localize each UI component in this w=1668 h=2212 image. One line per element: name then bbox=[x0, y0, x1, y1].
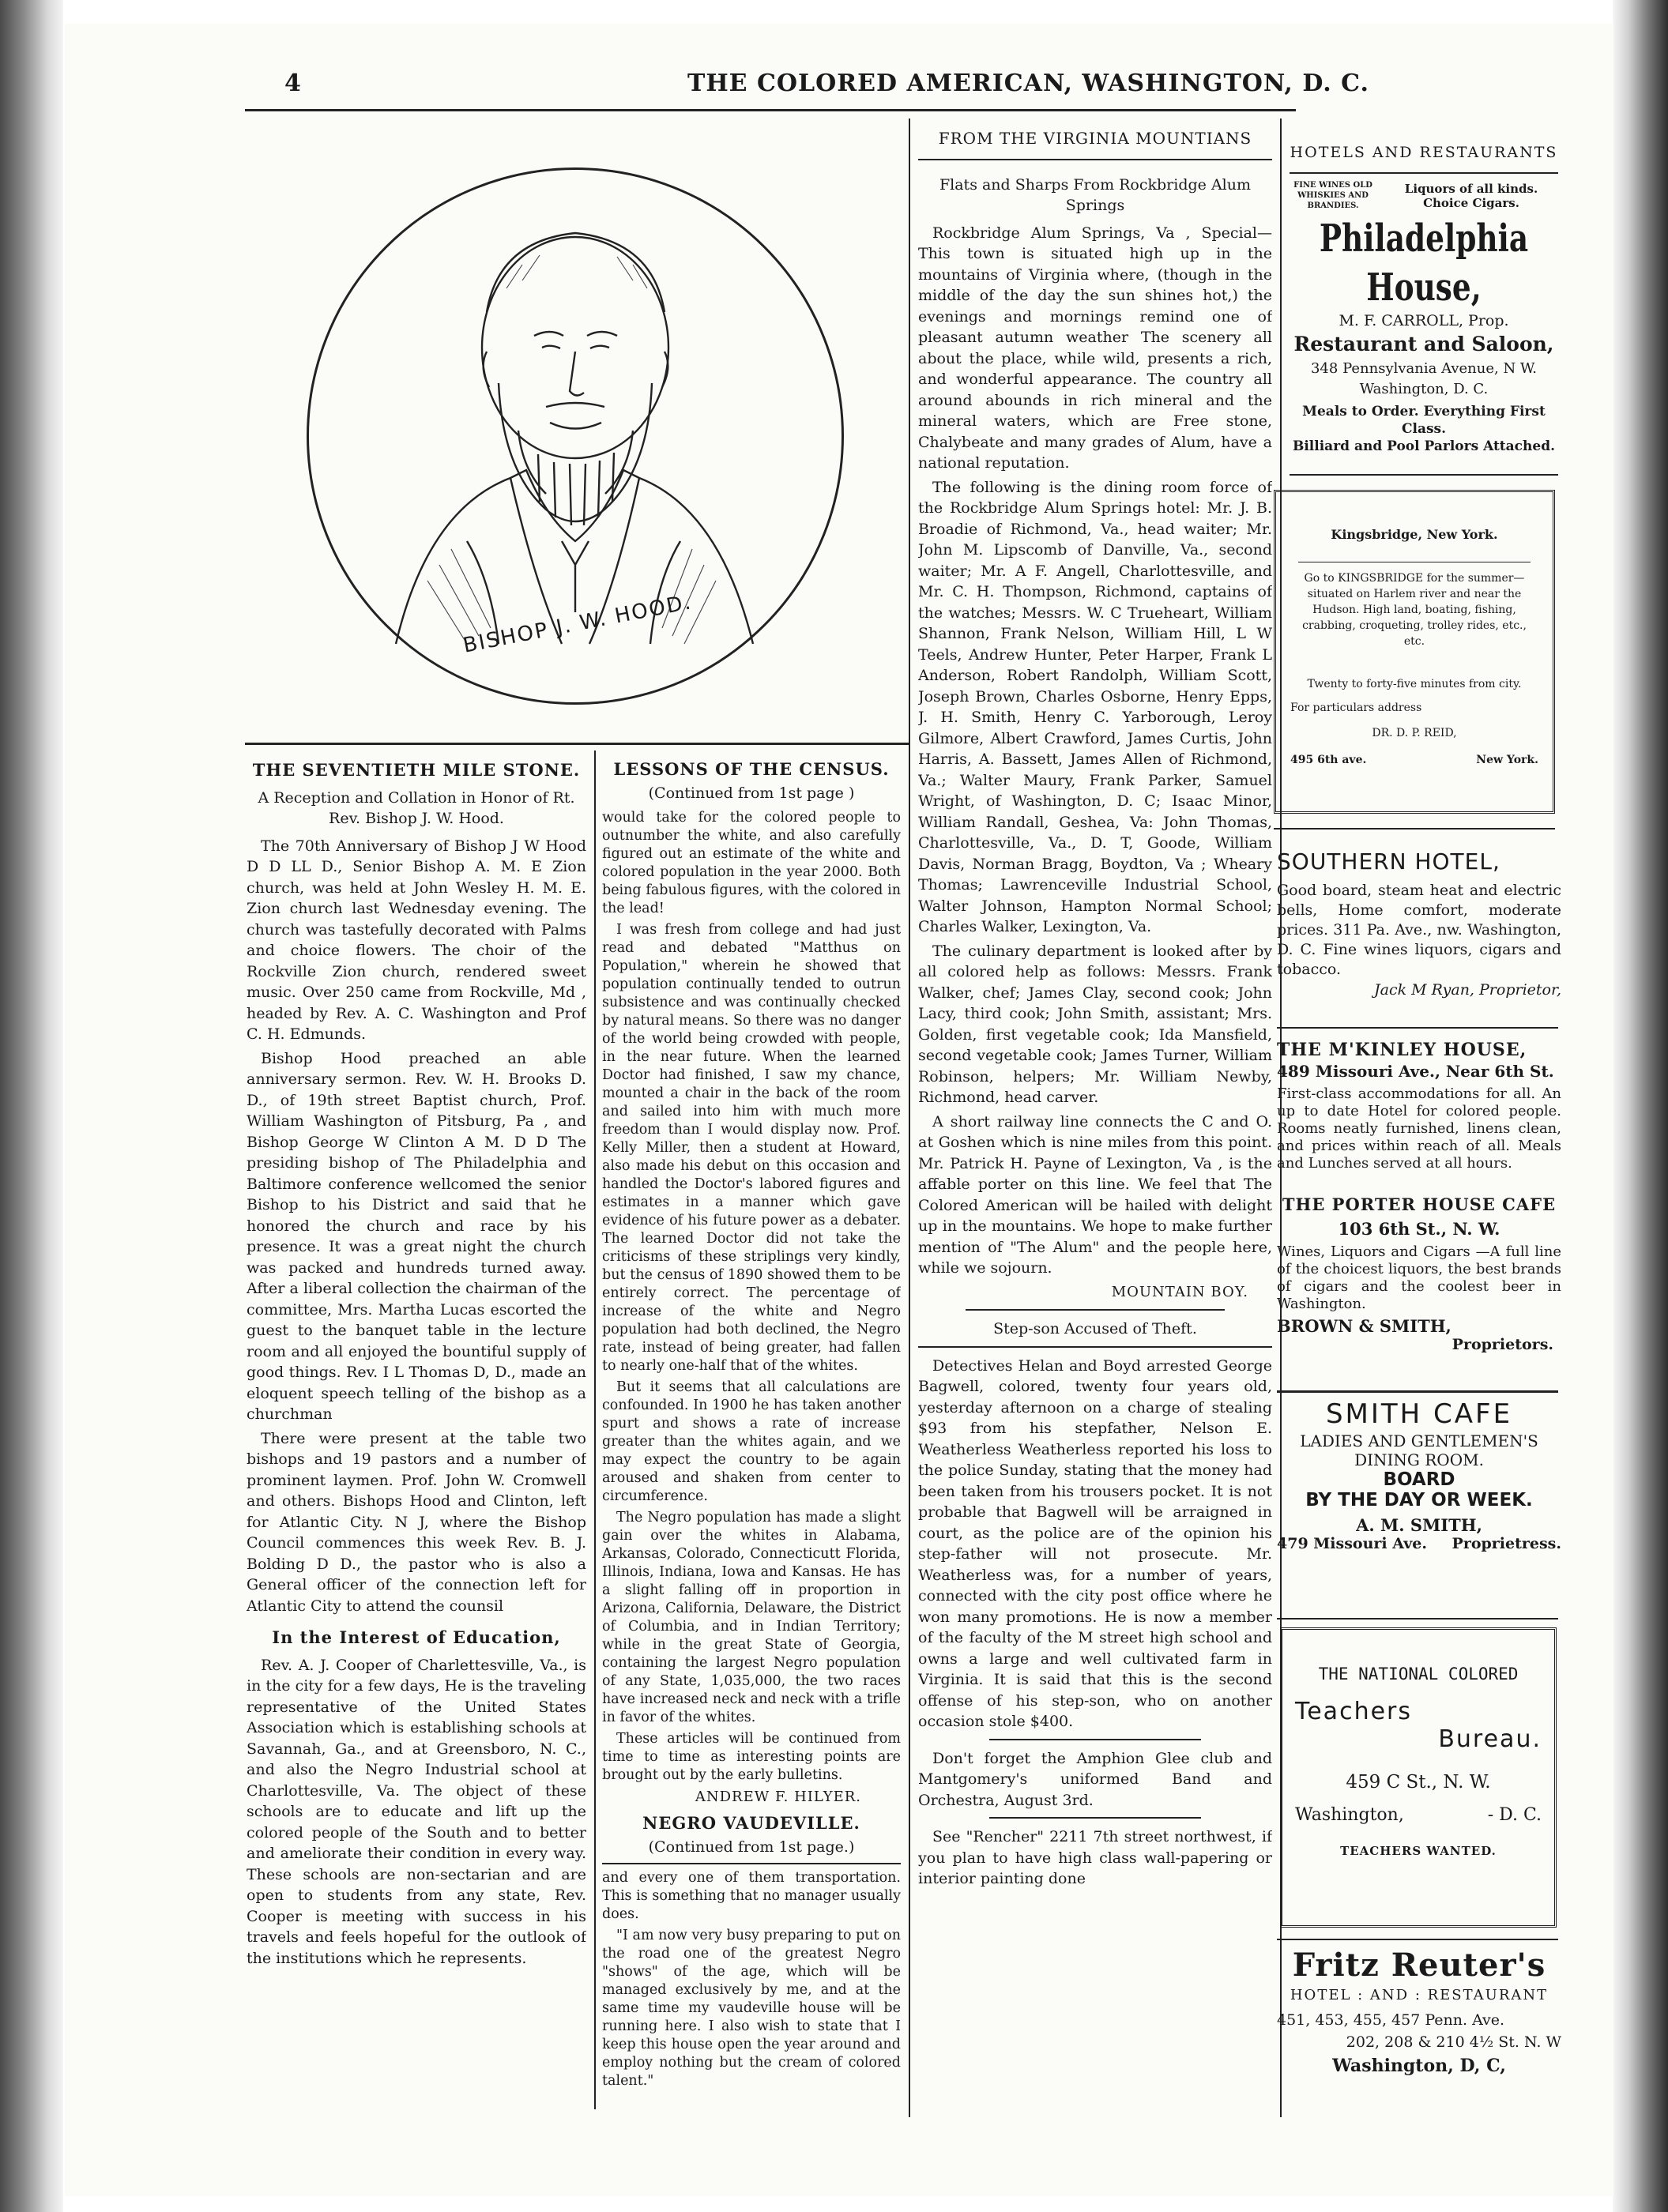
ad-smith-title: SMITH CAFE bbox=[1325, 1398, 1513, 1430]
stepson-rule-2 bbox=[918, 1346, 1272, 1348]
portrait-medallion bbox=[307, 167, 844, 705]
header-rule bbox=[245, 109, 1296, 111]
ad-teachers-dc: - D. C. bbox=[1487, 1805, 1542, 1825]
ad-philadelphia-meals: Meals to Order. Everything First Class. bbox=[1302, 404, 1546, 437]
ads-section-title: HOTELS AND RESTAURANTS bbox=[1290, 144, 1558, 161]
portrait-caption: BISHOP J. W. HOOD. bbox=[461, 590, 695, 658]
ad-teachers-bureau bbox=[1280, 1627, 1557, 1928]
book-binding-right bbox=[1613, 0, 1668, 2212]
vaudeville-paragraph: "I am now very busy preparing to put on the road one of the greatest Negro "shows" of the age, which will be managed exclusively by me, and at the same time my vaudeville house will be running here. I also wish to state that I keep this house open the year around and employ nothing but the cream of colored talent." bbox=[602, 1928, 901, 2089]
census-signature: ANDREW F. HILYER. bbox=[695, 1789, 861, 1805]
ad-fritz-line: HOTEL : AND : RESTAURANT bbox=[1290, 1987, 1549, 2003]
ad-philadelphia-prop: M. F. CARROLL, Prop. bbox=[1339, 312, 1509, 329]
census-paragraph: I was fresh from college and had just read and debated "Matthus on Population," wherein he showed that population continually tended to outrun subsistence and was continually checked by natural means. So there was no danger of the world being crowded with people, in the near future. When the learned Doctor had finished, I saw my chance, mounted a chair in the back of the room and sailed into him with much more freedom than I would display now. Prof. Kelly Miller, then a student at Howard, also made his debut on this occasion and handled the Doctor's labored figures and estimates in a manner which gave evidence of his future power as a debater. The learned Doctor did not take the criticisms of these striplings very kindly, but the census of 1890 showed them to be entirely correct. The percentage of increase of the white and Negro population had both declined, the Negro rate, instead of being greater, had fallen to nearly one-half that of the whites. bbox=[602, 922, 901, 1374]
ad-philadelphia-small-right: Liquors of all kinds. Choice Cigars. bbox=[1404, 181, 1538, 210]
virginia-subtitle: Flats and Sharps From Rockbridge Alum Springs bbox=[939, 175, 1252, 214]
ad-teachers-city: Washington, bbox=[1295, 1805, 1404, 1825]
ad-mckinley-title: THE M'KINLEY HOUSE, bbox=[1277, 1040, 1527, 1060]
portrait-bottom-rule bbox=[245, 743, 909, 745]
ad-teachers-address: 459 C St., N. W. bbox=[1346, 1772, 1491, 1793]
ad-smith-line4: BY THE DAY OR WEEK. bbox=[1305, 1490, 1533, 1510]
notice-paragraph: Don't forget the Amphion Glee club and Mantgomery's uniformed Band and Orchestra, August 3rd. bbox=[918, 1749, 1272, 1809]
ad-mckinley-address: 489 Missouri Ave., Near 6th St. bbox=[1277, 1062, 1554, 1081]
ad-fritz-reuters bbox=[1277, 1947, 1561, 2076]
ad-divider bbox=[1274, 828, 1555, 830]
ads-title-rule bbox=[1290, 172, 1558, 174]
virginia-signature: MOUNTAIN BOY. bbox=[1111, 1283, 1248, 1300]
ad-porter-props: Proprietors. bbox=[1451, 1336, 1553, 1353]
ad-philadelphia-tag: Restaurant and Saloon, bbox=[1293, 333, 1554, 356]
ad-porter-body: Wines, Liquors and Cigars —A full line of the choicest liquors, the best brands of cigars and the coolest beer in Washington. bbox=[1277, 1243, 1561, 1312]
ad-kingsbridge-body: Go to KINGSBRIDGE for the summer—situated on Harlem river and near the Hudson. High land, boating, fishing, crabbing, croqueting, trolley rides, etc., etc. bbox=[1302, 572, 1527, 648]
page-number: 4 bbox=[284, 70, 301, 97]
column-rule-3 bbox=[909, 118, 910, 2117]
stepson-paragraph: Detectives Helan and Boyd arrested George Bagwell, colored, twenty four years old, yesterday afternoon on a charge of stealing $93 from his stepfather, Nelson E. Weatherless Weatherless reported his loss to the police Sunday, stating that the money had been taken from his trousers pocket. It is not probable that Bagwell will be arraigned in court, as the police are of the opinion his step-father will not prosecute. Mr. Weatherless was, for a number of years, connected with the city post office where he won many promotions. He is now a member of the faculty of the M street high school and owns a large and well cultivated farm in Virginia. It is said that this is the second offense of his step-son, who on another occasion stole $400. bbox=[918, 1356, 1272, 1730]
ad-smith-line2: DINING ROOM. bbox=[1354, 1450, 1484, 1469]
ad-kingsbridge-addr-right: New York. bbox=[1476, 754, 1538, 766]
stepson-rule bbox=[966, 1309, 1225, 1311]
ad-philadelphia-house bbox=[1290, 180, 1558, 455]
ad-divider bbox=[1277, 1027, 1558, 1029]
census-paragraph: would take for the colored people to outnumber the white, and also carefully figured out an estimate of the white and colored population in the year 2000. Both being fabulous figures, with the colored in the lead! bbox=[602, 810, 901, 916]
ad-philadelphia-small-left: FINE WINES OLD WHISKIES AND BRANDIES. bbox=[1293, 181, 1372, 210]
virginia-paragraph: The following is the dining room force of the Rockbridge Alum Springs hotel: Mr. J. B. Broadie of Richmond, Va., head waiter; Mr. John M. Lipscomb of Danville, Va., second waiter; Mr. A F. Angell, Charlottesville, and Mr. C. H. Thompson, Richmond, captains of the watches; Messrs. W. C Trueheart, William Shannon, Frank Nelson, William Hill, L W Teels, Andrew Hunter, Peter Harper, Frank L Anderson, Robert Randolph, William Scott, Joseph Brown, Charles Osborne, Henry Epps, J. H. Smith, Henry C. Yarborough, Leroy Gilmore, Albert Crawford, James Curtis, John Harris, A. Bassett, James Allen of Richmond, Va.; Walter Maury, Frank Parker, Samuel Wright, of Washington, D. C; Isaac Minor, William Randall, Geshea, Va: John Thomas, Charlottesville, Va., D. T, Goode, William Davis, Norman Bragg, Boydton, Va ; Wheary Thomas; Lawrenceville Industrial School, Walter Johnson, Hampton Normal School; Charles Walker, Lexington, Va. bbox=[918, 478, 1272, 935]
vaudeville-title: NEGRO VAUDEVILLE. bbox=[642, 1813, 860, 1833]
census-paragraph: These articles will be continued from time to time as interesting points are brought out by the early bulletins. bbox=[602, 1731, 901, 1783]
seventieth-paragraph: There were present at the table two bishops and 19 pastors and a number of prominent laymen. Prof. John W. Cromwell and others. Bishops Hood and Clinton, left for Atlantic City. N J, where the Bishop Council commences this week Rev. B. J. Bolding D D., the pastor who is also a General officer of the connection left for Atlantic City to attend the counsil bbox=[247, 1429, 586, 1615]
ad-divider bbox=[1277, 1939, 1558, 1940]
ad-southern-body: Good board, steam heat and electric bells, Home comfort, moderate prices. 311 Pa. Ave., nw. Washington, D. C. Fine wines liquors, cigars and tobacco. bbox=[1277, 882, 1561, 978]
ad-divider bbox=[1290, 474, 1558, 476]
ad-teachers-line3: Bureau. bbox=[1438, 1725, 1542, 1753]
ad-porter-firm: BROWN & SMITH, bbox=[1277, 1316, 1451, 1336]
seventieth-title: THE SEVENTIETH MILE STONE. bbox=[252, 760, 581, 780]
ad-smith-name: A. M. SMITH, bbox=[1356, 1515, 1482, 1535]
ad-mckinley-house bbox=[1277, 1040, 1561, 1172]
ad-philadelphia-name: Philadelphia House, bbox=[1319, 216, 1529, 310]
ad-porter-address: 103 6th St., N. W. bbox=[1338, 1219, 1500, 1239]
ad-southern-hotel bbox=[1277, 848, 1561, 999]
virginia-paragraph: The culinary department is looked after by all colored help as follows: Messrs. Frank Walker, chef; James Clay, second cook; John Lacy, third cook; John Smith, assistant; Mrs. Golden, first vegetable cook; Ida Mansfield, second vegetable cook; James Turner, William Robinson, helpers; Mr. William Newby, Richmond, head carver. bbox=[918, 942, 1272, 1106]
ad-kingsbridge-addr-left: 495 6th ave. bbox=[1290, 754, 1367, 766]
education-title: In the Interest of Education, bbox=[272, 1627, 561, 1647]
virginia-paragraph: Rockbridge Alum Springs, Va , Special—This town is situated high up in the mountains of Virginia where, (though in the middle of the day the sun shines hot,) the evenings and mornings remind one of pleasant autumn weather The scenery all about the place, while wild, presents a rich, and wonderful appearance. The country all around abounds in rich mineral and the mineral waters, which are Free stone, Chalybeate and many grades of Alum, have a national reputation. bbox=[918, 224, 1272, 472]
virginia-title: FROM THE VIRGINIA MOUNTIANS bbox=[938, 129, 1252, 148]
ad-philadelphia-address: 348 Pennsylvania Avenue, N W. Washington, D. C. bbox=[1310, 360, 1537, 397]
notice-rule bbox=[989, 1739, 1201, 1740]
ad-philadelphia-billiard: Billiard and Pool Parlors Attached. bbox=[1292, 438, 1556, 454]
vaudeville-paragraph: and every one of them transportation. This is something that no manager usually does. bbox=[602, 1870, 901, 1922]
census-paragraph: The Negro population has made a slight gain over the whites in Alabama, Arkansas, Colorado, Connecticutt Florida, Illinois, Indiana, Iowa and Kansas. He has a slight falling off in proportion in Arizona, California, Delaware, the District of Columbia, and in Indian Territory; while in the great State of Georgia, containing the largest Negro population of any State, 1,035,000, the two races have increased neck and neck with a trifle in favor of the whites. bbox=[602, 1510, 901, 1725]
ad-divider bbox=[1277, 1390, 1558, 1393]
ad-divider bbox=[1277, 1618, 1558, 1620]
ad-kingsbridge-contact: DR. D. P. REID, bbox=[1372, 727, 1457, 739]
ad-southern-prop: Jack M Ryan, Proprietor, bbox=[1374, 981, 1561, 999]
census-title: LESSONS OF THE CENSUS. bbox=[613, 759, 890, 779]
ad-mckinley-body: First-class accommodations for all. An up to date Hotel for colored people. Rooms neatly furnished, linens clean, and prices within reach of all. Meals and Lunches served at all hours. bbox=[1277, 1085, 1561, 1172]
census-continued: (Continued from 1st page ) bbox=[648, 784, 855, 802]
column-1 bbox=[247, 757, 586, 2108]
ad-smith-line3: BOARD bbox=[1383, 1469, 1455, 1490]
masthead: THE COLORED AMERICAN, WASHINGTON, D. C. bbox=[687, 70, 1369, 97]
ad-fritz-city: Washington, D, C, bbox=[1332, 2056, 1506, 2076]
ad-kingsbridge-title: Kingsbridge, New York. bbox=[1331, 527, 1498, 542]
column-3 bbox=[918, 125, 1272, 2117]
ad-porter-title: THE PORTER HOUSE CAFE bbox=[1282, 1194, 1557, 1214]
ad-smith-line1: LADIES AND GENTLEMEN'S bbox=[1300, 1431, 1538, 1450]
notice-paragraph: See "Rencher" 2211 7th street northwest, if you plan to have high class wall-papering or interior painting done bbox=[918, 1828, 1272, 1887]
education-paragraph: Rev. A. J. Cooper of Charlettesville, Va., is in the city for a few days, He is the traveling representative of the United States Association which is establishing schools at Savannah, Ga., and at Greensboro, N. C., and also the Negro Industrial school at Charlottesville, Va. The object of these schools are to educate and lift up the colored people of the South and to better and ameliorate their condition in every way. These schools are non-sectarian and are open to students from any state, Rev. Cooper is meeting with success in his travels and feels hopeful for the outlook of the institutions which he represents. bbox=[247, 1656, 586, 1967]
ad-kingsbridge-particulars: For particulars address bbox=[1290, 702, 1422, 714]
ad-smith-cafe bbox=[1277, 1398, 1561, 1552]
ad-fritz-addr2: 202, 208 & 210 4½ St. N. W bbox=[1346, 2033, 1561, 2051]
vaudeville-rule bbox=[602, 1863, 901, 1864]
ad-southern-title: SOUTHERN HOTEL, bbox=[1277, 848, 1500, 875]
ad-smith-address: 479 Missouri Ave. bbox=[1277, 1535, 1427, 1552]
ad-teachers-line2: Teachers bbox=[1295, 1698, 1412, 1725]
ad-smith-role: Proprietress. bbox=[1451, 1535, 1561, 1552]
seventieth-subtitle: A Reception and Collation in Honor of Rt. Rev. Bishop J. W. Hood. bbox=[258, 788, 575, 827]
vaudeville-continued: (Continued from 1st page.) bbox=[648, 1838, 855, 1856]
virginia-rule bbox=[918, 159, 1272, 160]
ad-teachers-line1: THE NATIONAL COLORED bbox=[1318, 1665, 1519, 1683]
ad-kingsbridge-minutes: Twenty to forty-five minutes from city. bbox=[1307, 678, 1522, 690]
census-paragraph: But it seems that all calculations are confounded. In 1900 he has taken another spurt and shows a rate of increase greater than the whites again, and we may expect the country to be again aroused and shaken from center to circumference. bbox=[602, 1379, 901, 1504]
column-rule-1 bbox=[594, 750, 596, 2109]
seventieth-paragraph: The 70th Anniversary of Bishop J W Hood D D LL D., Senior Bishop A. M. E Zion church, was held at John Wesley H. M. E. Zion church last Wednesday evening. The church was tastefully decorated with Palms and choice flowers. The choir of the Rockville Zion church, rendered sweet music. Over 250 came from Rockville, Md , headed by Rev. A. C. Washington and Prof C. H. Edmunds. bbox=[247, 837, 586, 1043]
ad-fritz-addr1: 451, 453, 455, 457 Penn. Ave. bbox=[1277, 2011, 1505, 2029]
seventieth-paragraph: Bishop Hood preached an able anniversary sermon. Rev. W. H. Brooks D. D., of 19th street Baptist church, Prof. William Washington of Pitsburg, Pa , and Bishop George W Clinton A M. D D The presiding bishop of The Philadelphia and Baltimore conference wellcomed the senior Bishop to his District and said that he honored the church and race by his presence. It was a great night the church was packed and hundreds turned away. After a liberal collection the chairman of the committee, Mrs. Martha Lucas escorted the guest to the banquet table in the lecture room and all enjoyed the bountiful supply of good things. Rev. I L Thomas D, D., made an eloquent speech telling of the bishop as a churchman bbox=[247, 1049, 586, 1423]
ad-fritz-name: Fritz Reuter's bbox=[1292, 1947, 1546, 1984]
stepson-title: Step-son Accused of Theft. bbox=[993, 1320, 1197, 1337]
book-binding-left bbox=[0, 0, 63, 2212]
ad-kingsbridge bbox=[1274, 490, 1555, 814]
column-2 bbox=[602, 757, 901, 2109]
ad-porter-house bbox=[1277, 1194, 1561, 1353]
ad-teachers-wanted: TEACHERS WANTED. bbox=[1340, 1844, 1497, 1858]
notice-rule bbox=[989, 1817, 1201, 1819]
virginia-paragraph: A short railway line connects the C and O. at Goshen which is nine miles from this point. Mr. Patrick H. Payne of Lexington, Va , is the affable porter on this line. We feel that The Colored American will be hailed with delight up in the mountains. We hope to make further mention of "The Alum" and the people here, while we sojourn. bbox=[918, 1112, 1272, 1277]
